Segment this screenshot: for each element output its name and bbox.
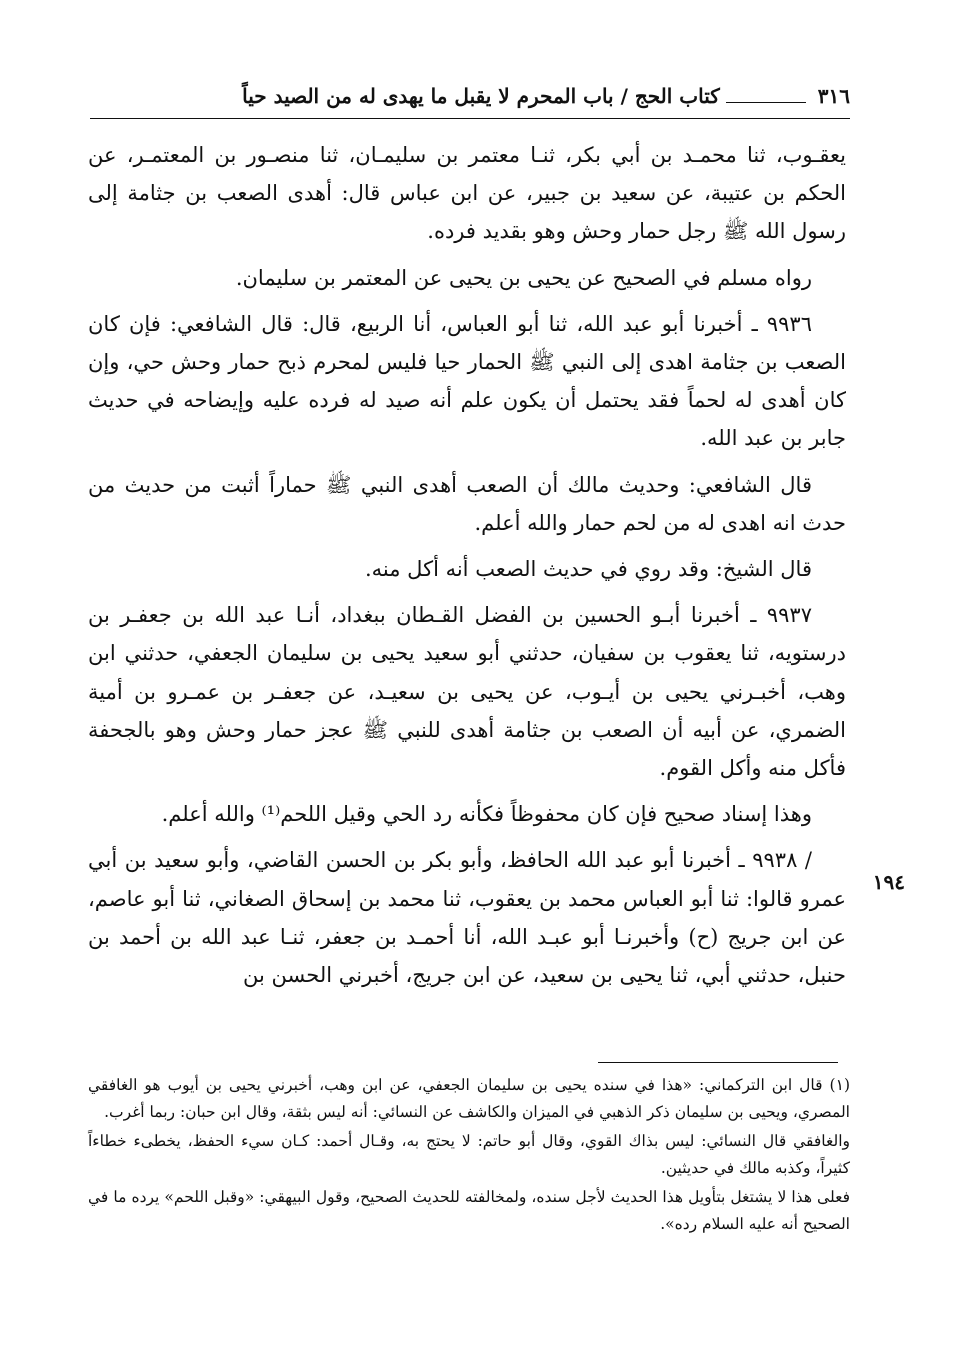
paragraph: وهذا إسناد صحيح فإن كان محفوظاً فكأنه رد الحي وقيل اللحم⁽¹⁾ والله أعلم. <box>161 802 812 827</box>
margin-page-reference: ١٩٤ <box>872 870 905 894</box>
main-text <box>88 136 846 1002</box>
footnote: (١) قال ابن التركماني: «هذا في سنده يحيى بن سليمان الجعفي، عن ابن وهب، أخبرني يحيى بن أيوب هو الغافقي المصري، ويحيى بن سليمان ذكر الذهبي في الميزان والكاشف عن النسائي: أنه ليس بثقة، وقال ابن حبان: ربما أغرب. <box>88 1076 850 1121</box>
header-dash-rule <box>726 102 806 103</box>
paragraph: قال الشافعي: وحديث مالك أن الصعب أهدى النبي ﷺ حماراً أثبت من حديث من حدث انه اهدى له من لحم حمار والله أعلم. <box>88 472 846 535</box>
header-divider <box>90 118 850 119</box>
footnote-divider <box>598 1062 838 1063</box>
footnotes <box>88 1072 850 1240</box>
page-number: ٣١٦ <box>817 84 850 108</box>
footnote: فعلى هذا لا يشتغل بتأويل هذا الحديث لأجل سنده، ولمخالفته للحديث الصحيح، وقول البيهقي: «وقبل اللحم» يرده ما في الصحيح أنه عليه السلام رده». <box>88 1188 850 1233</box>
paragraph: يعقـوب، ثنا محمـد بن أبي بكر، ثنـا معتمر بن سليمـان، ثنا منصـور بن المعتمـر، عن الحكم بن عتيبة، عن سعيد بن جبير، عن ابن عباس قال: أهدى الصعب بن جثامة إلى رسول الله ﷺ رجل حمار وحش وهو بقديد فرده. <box>88 143 846 244</box>
paragraph: رواه مسلم في الصحيح عن يحيى بن يحيى عن المعتمر بن سليمان. <box>235 265 812 290</box>
footnote: والغافقي قال النسائي: ليس بذاك القوي، وقال أبو حاتم: لا يحتج به، وقـال أحمد: كـان سيء الحفظ، يخطىء خطاءاً كثيراً، وكذبه مالك في حديثين. <box>88 1132 850 1177</box>
running-header <box>90 78 850 114</box>
paragraph: قال الشيخ: وقد روي في حديث الصعب أنه أكل منه. <box>364 557 812 582</box>
chapter-title: كتاب الحج / باب المحرم لا يقبل ما يهدى له من الصيد حياً <box>242 84 720 108</box>
hadith-9937: ٩٩٣٧ ـ أخبرنا أبـو الحسين بن الفضل القـطان ببغداد، أنـا عبد الله بن جعفـر بن درستويه، ثنا يعقوب بن سفيان، حدثني أبو سعيد يحيى بن سليمان الجعفي، حدثني ابن وهب، أخبـرني يحيى بن أيـوب، عن يحيى بن سعيـد، عن جعفـر بن عمـرو بن أمية الضمري، عن أبيه أن الصعب بن جثامة أهدى للنبي ﷺ عجز حمار وحش وهو بالجحفة فأكل منه وأكل القوم. <box>88 603 846 781</box>
hadith-9936: ٩٩٣٦ ـ أخبرنا أبو عبد الله، ثنا أبو العباس، أنا الربيع، قال: قال الشافعي: فإن كان الصعب بن جثامة اهدى إلى النبي ﷺ الحمار حيا فليس لمحرم ذبح حمار وحش حي، وإن كان أهدى له لحماً فقد يحتمل أن يكون علم أنه صيد له فرده عليه وإيضاحه في حديث جابر بن عبد الله. <box>88 311 846 451</box>
hadith-9938: / ٩٩٣٨ ـ أخبرنا أبو عبد الله الحافظ، وأبو بكر بن الحسن القاضي، وأبو سعيد بن أبي عمرو قالوا: ثنا أبو العباس محمد بن يعقوب، ثنا محمد بن إسحاق الصغاني، ثنا أبو عاصم، عن ابن جريج (ح) وأخبرنـا أبو عبـد الله، أنا أحمـد بن جعفر، ثنـا عبد الله بن أحمد بن حنبل، حدثني أبي، ثنا يحيى بن سعيد، عن ابن جريج، أخبرني الحسن بن <box>88 848 846 988</box>
